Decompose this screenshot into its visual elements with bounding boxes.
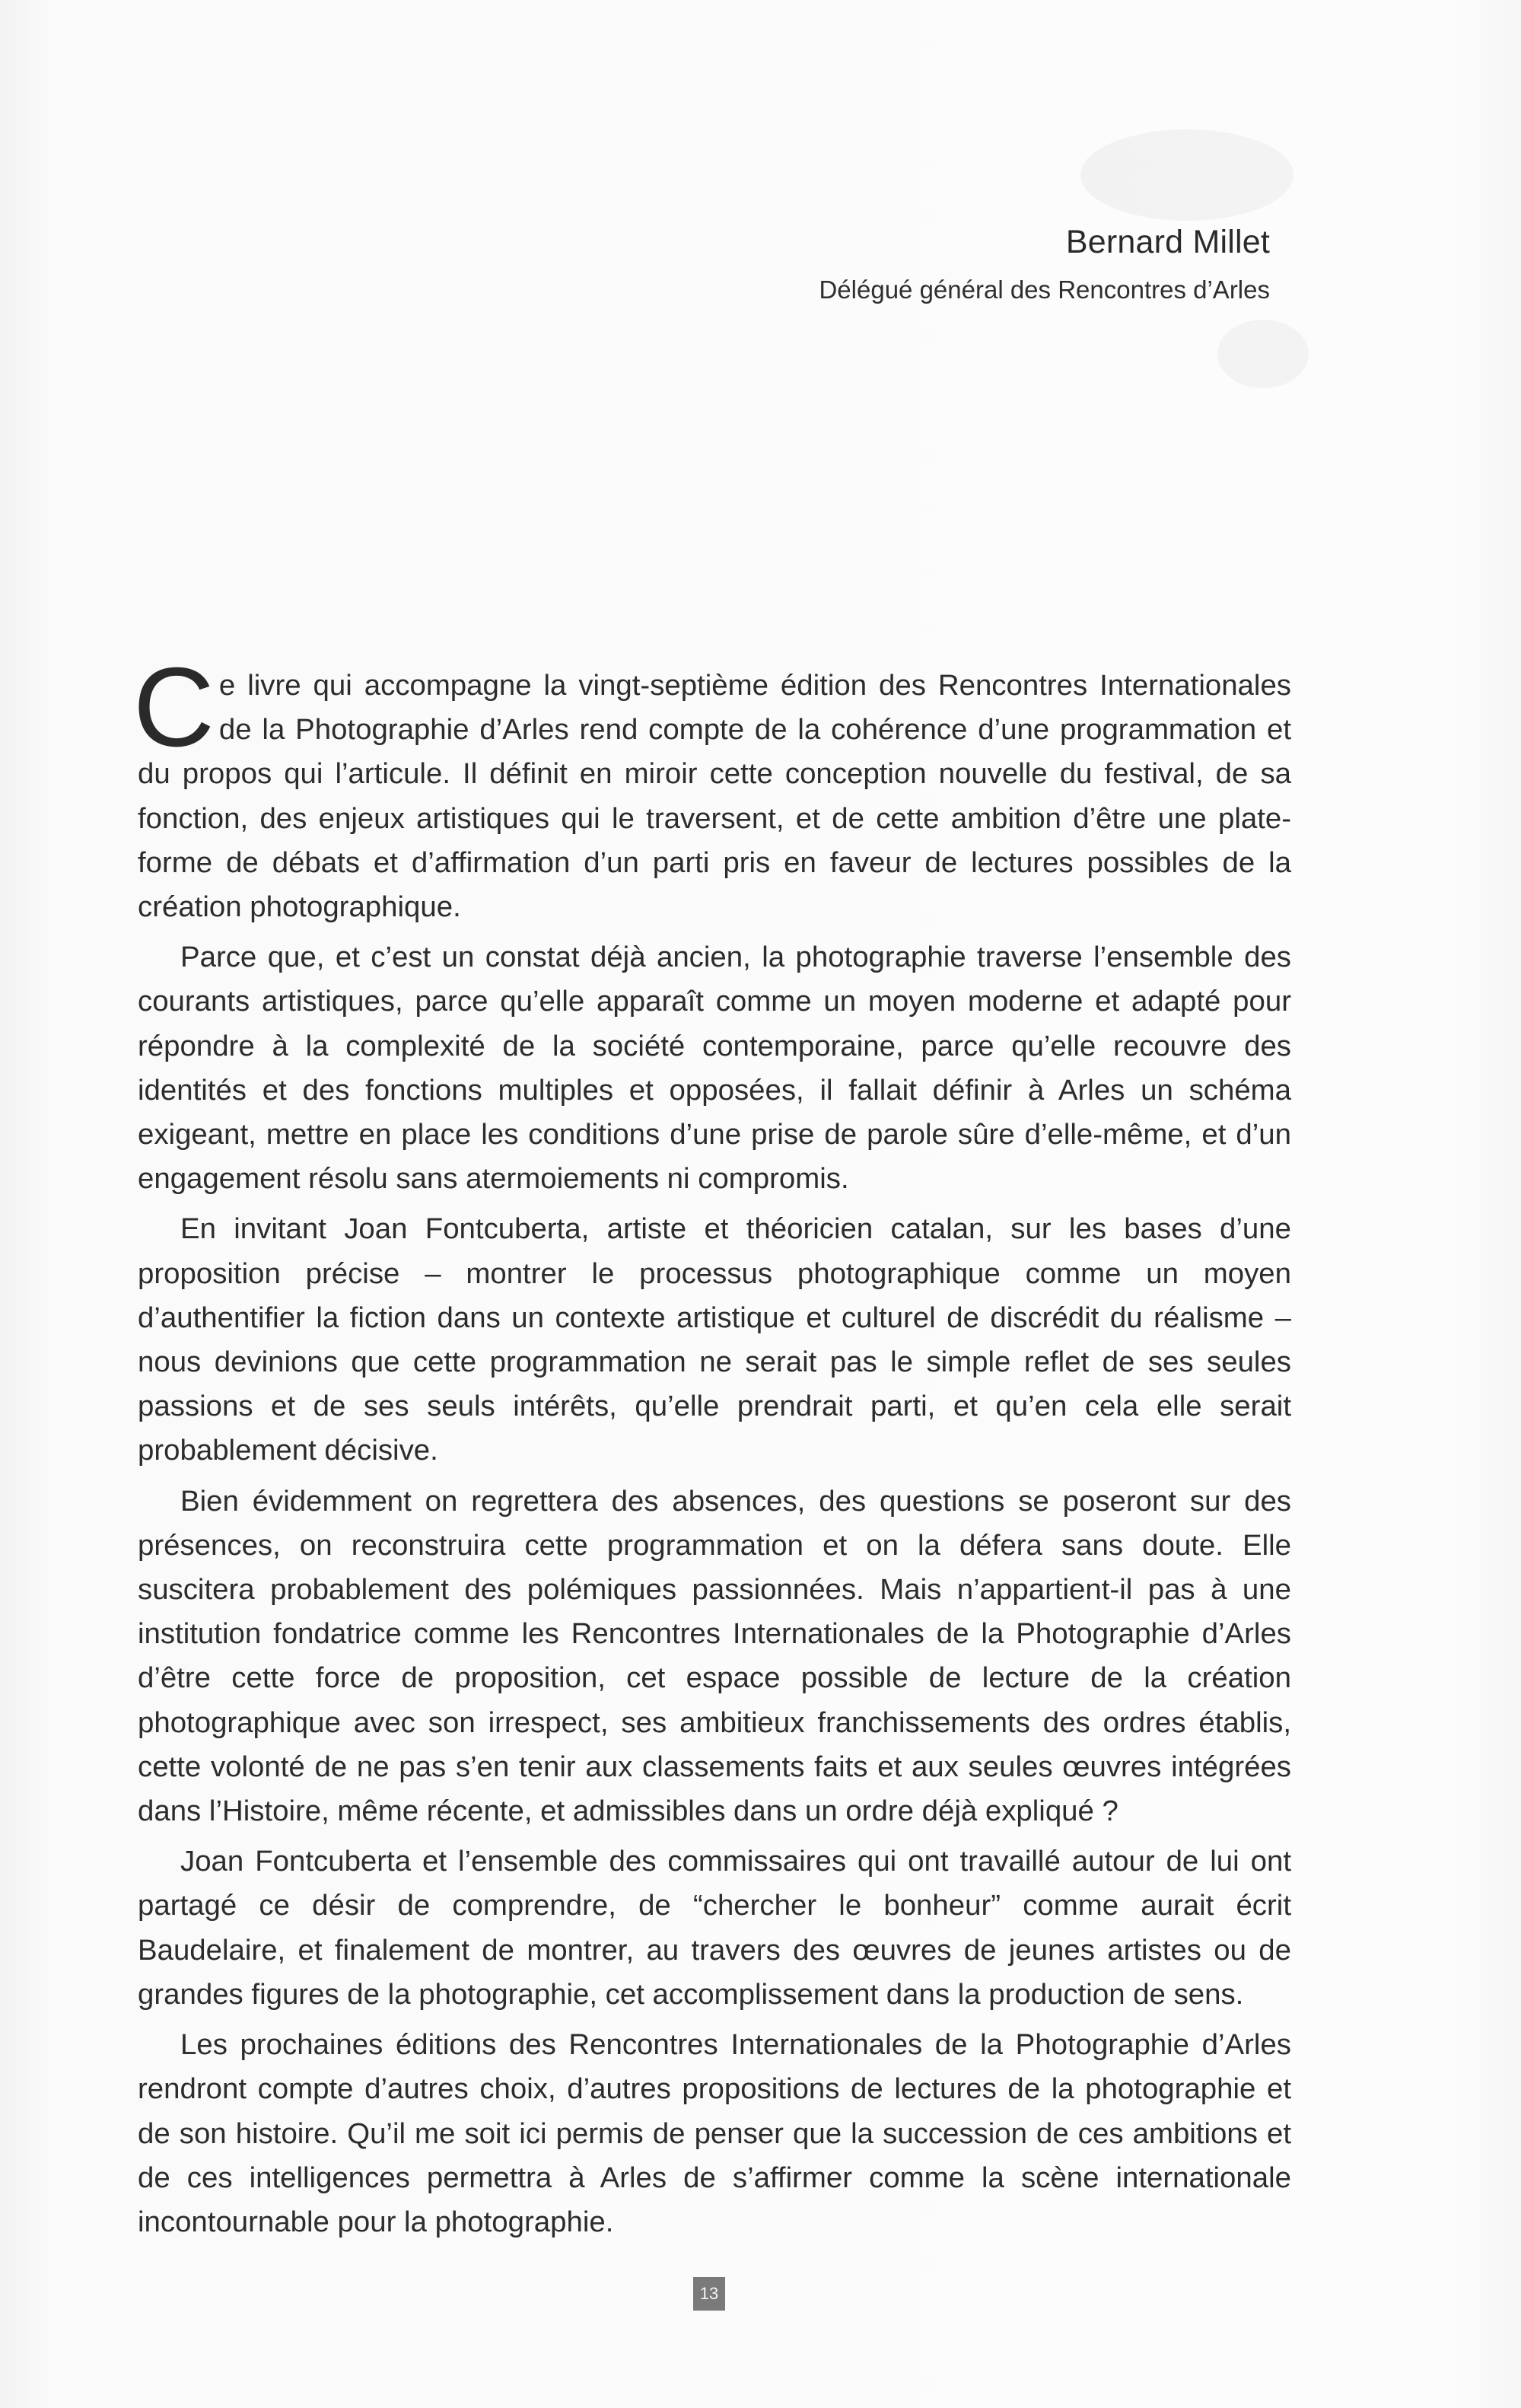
- author-name: Bernard Millet: [1065, 224, 1270, 260]
- drop-cap: C: [133, 645, 215, 770]
- page-number: 13: [693, 2277, 725, 2311]
- paragraph: Joan Fontcuberta et l’ensemble des commissaires qui ont travaillé autour de lui ont partagé ce désir de comprendre, de “chercher le bonheur” comme aurait écrit Baudelaire, et finalement de montrer, au travers des œuvres de jeunes artistes ou de grandes figures de la photographie, cet accomplissement dans la production de sens.: [138, 1845, 1291, 2011]
- article-body: [133, 645, 1291, 2250]
- paragraph: En invitant Joan Fontcuberta, artiste et théoricien catalan, sur les bases d’une proposition précise – montrer le processus photographique comme un moyen d’authentifier la fiction dans un contexte artistique et culturel de discrédit du réalisme – nous devinions que cette programmation ne serait pas le simple reflet de ses seules passions et de ses seuls intérêts, qu’elle prendrait parti, et qu’en cela elle serait probablement décisive.: [138, 1212, 1291, 1467]
- paragraph: Bien évidemment on regrettera des absences, des questions se poseront sur des présences, on reconstruira cette programmation et on la défera sans doute. Elle suscitera probablement des polémiques passionnées. Mais n’appartient-il pas à une institution fondatrice comme les Rencontres Internationales de la Photographie d’Arles d’être cette force de proposition, cet espace possible de lecture de la création photographique avec son irrespect, ses ambitieux franchissements des ordres établis, cette volonté de ne pas s’en tenir aux classements faits et aux seules œuvres intégrées dans l’Histoire, même récente, et admissibles dans un ordre déjà expliqué ?: [138, 1484, 1291, 1828]
- paragraph-text: e livre qui accompagne la vingt-septième édition des Rencontres Internationales de la Photographie d’Arles rend compte de la cohérence d’une programmation et du propos qui l’articule. Il définit en miroir cette conception nouvelle du festival, de sa fonction, des enjeux artistiques qui le traversent, et de cette ambition d’être une plate-forme de débats et d’affirmation d’un parti pris en faveur de lectures possibles de la création photographique.: [138, 669, 1291, 924]
- header: [819, 222, 1270, 307]
- paragraph: [133, 645, 1291, 929]
- paragraph: Les prochaines éditions des Rencontres Internationales de la Photographie d’Arles rendront compte d’autres choix, d’autres propositions de lectures de la photographie et de son histoire. Qu’il me soit ici permis de penser que la succession de ces ambitions et de ces intelligences permettra à Arles de s’affirmer comme la scène internationale incontournable pour la photographie.: [138, 2028, 1291, 2238]
- paragraph: Parce que, et c’est un constat déjà ancien, la photographie traverse l’ensemble des courants artistiques, parce qu’elle apparaît comme un moyen moderne et adapté pour répondre à la complexité de la société contemporaine, parce qu’elle recouvre des identités et des fonctions multiples et opposées, il fallait définir à Arles un schéma exigeant, mettre en place les conditions d’une prise de parole sûre d’elle-même, et d’un engagement résolu sans atermoiements ni compromis.: [138, 941, 1291, 1196]
- author-role: Délégué général des Rencontres d’Arles: [819, 276, 1270, 304]
- scan-smudge: [1217, 320, 1309, 388]
- scan-smudge: [1080, 129, 1293, 221]
